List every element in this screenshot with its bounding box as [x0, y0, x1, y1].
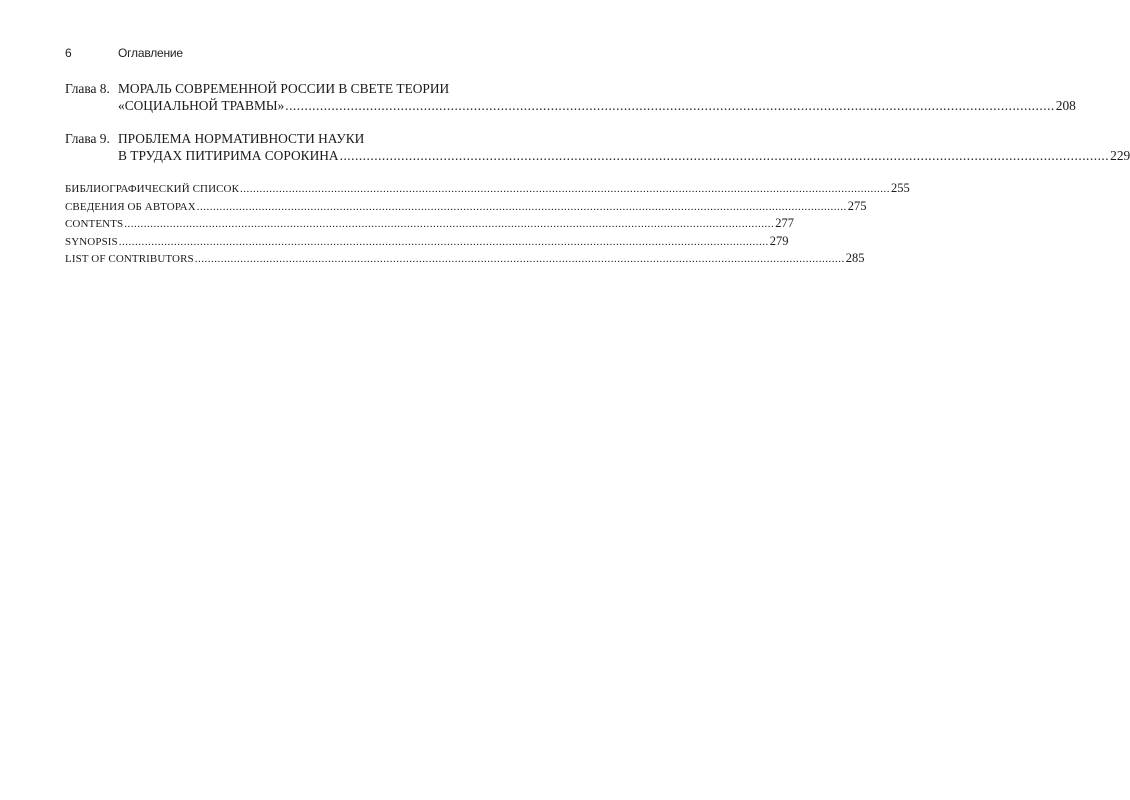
chapter-title-part: В ТРУДАХ ПИТИРИМА СОРОКИНА	[118, 148, 339, 163]
entry-page-number: 277	[775, 216, 794, 230]
chapter-title-block	[118, 80, 1076, 114]
backmatter-list	[65, 180, 910, 268]
toc-entry-contributors[interactable]	[65, 250, 865, 268]
dot-leader	[197, 199, 847, 216]
toc-entry-chapter-9[interactable]	[65, 130, 1130, 164]
chapter-title-part: ПРОБЛЕМА НОРМАТИВНОСТИ НАУКИ	[118, 131, 365, 146]
running-title: Оглавление	[118, 46, 183, 60]
toc-entry-synopsis[interactable]	[65, 233, 789, 251]
dot-leader	[285, 97, 1055, 114]
toc-entry-contents[interactable]	[65, 215, 794, 233]
entry-title: LIST OF CONTRIBUTORS	[65, 253, 194, 265]
entry-title: БИБЛИОГРАФИЧЕСКИЙ СПИСОК	[65, 183, 240, 195]
chapter-page-number: 229	[1110, 148, 1130, 163]
chapter-title-part: МОРАЛЬ СОВРЕМЕННОЙ РОССИИ В СВЕТЕ ТЕОРИИ	[118, 81, 450, 96]
toc-entry-bibliography[interactable]	[65, 180, 910, 198]
entry-page-number: 255	[891, 181, 910, 195]
entry-title: СВЕДЕНИЯ ОБ АВТОРАХ	[65, 200, 196, 213]
running-head	[65, 46, 183, 60]
dot-leader	[195, 251, 845, 268]
chapter-title-part: «СОЦИАЛЬНОЙ ТРАВМЫ»	[118, 98, 285, 113]
chapter-title-line	[118, 97, 1076, 114]
chapter-title-line	[118, 147, 1130, 164]
chapter-page-number: 208	[1055, 98, 1076, 113]
dot-leader	[119, 234, 769, 251]
entry-page-number: 285	[845, 251, 865, 265]
chapter-title-block	[118, 130, 1130, 164]
entry-page-number: 275	[847, 198, 867, 213]
dot-leader	[240, 181, 890, 198]
page-number: 6	[65, 46, 72, 60]
chapter-label: Глава 8.	[65, 81, 110, 96]
toc-entry-chapter-8[interactable]	[65, 80, 1076, 114]
entry-page-number: 279	[769, 233, 789, 248]
entry-title: CONTENTS	[65, 218, 124, 230]
dot-leader	[124, 216, 774, 233]
dot-leader	[340, 147, 1110, 164]
toc-entry-authors[interactable]	[65, 198, 867, 216]
entry-title: SYNOPSIS	[65, 235, 118, 248]
chapter-title-line	[118, 80, 1076, 97]
table-of-contents	[65, 80, 1130, 268]
chapter-label: Глава 9.	[65, 131, 110, 146]
chapter-title-line	[118, 130, 1130, 147]
